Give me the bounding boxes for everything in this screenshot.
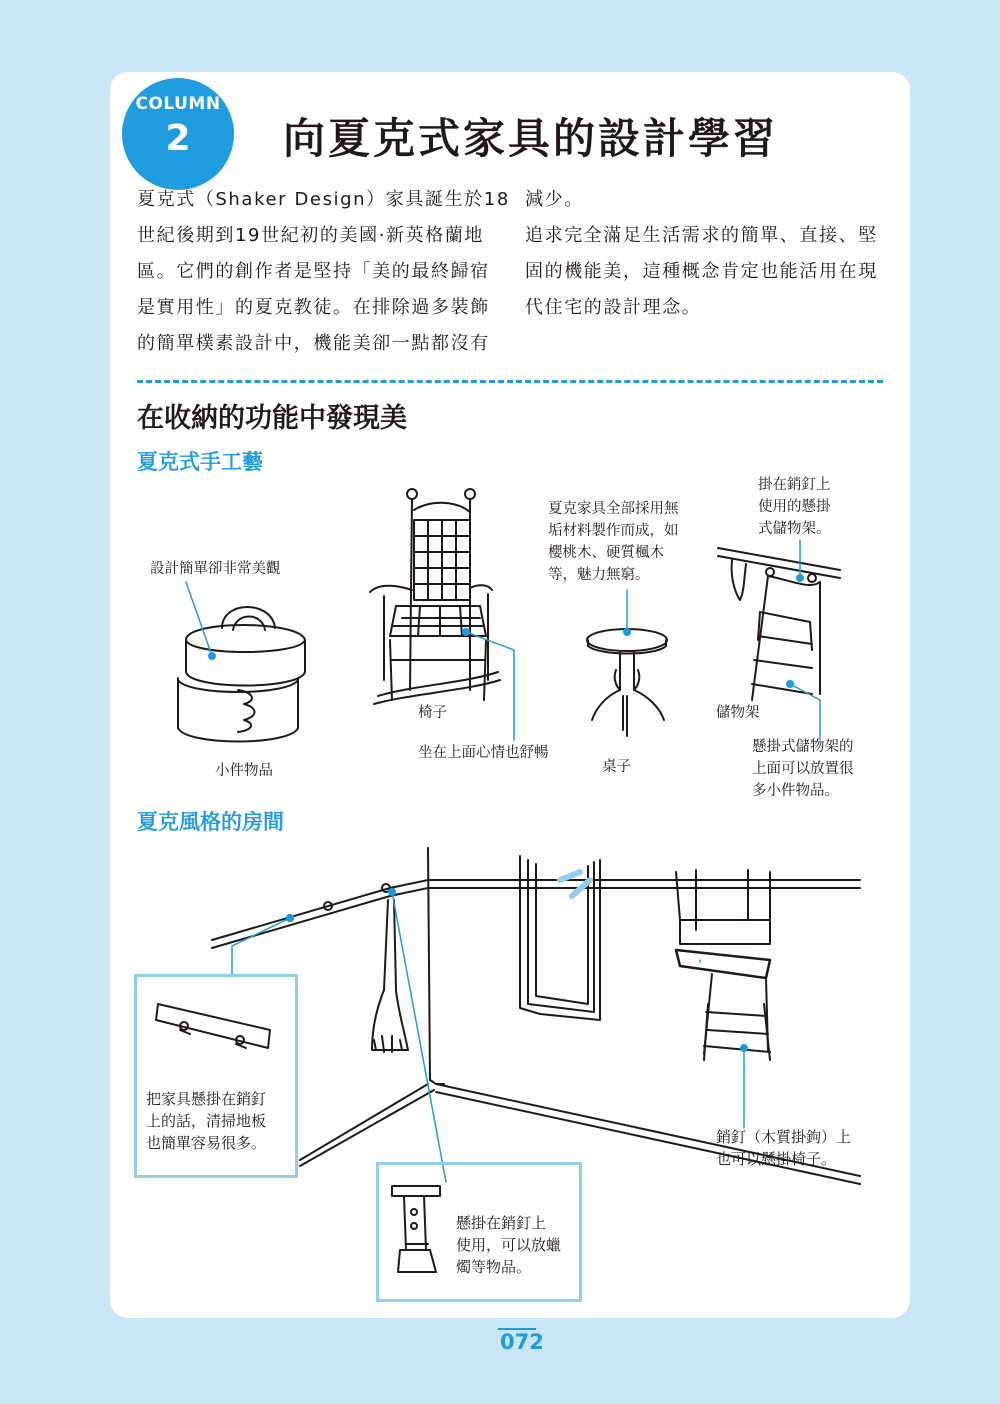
intro-line: 的簡單樸素設計中，機能美卻一點都沒有 [137, 333, 490, 354]
shelf-caption: 儲物架 [716, 705, 760, 721]
table-note-line: 垢材料製作而成，如 [548, 523, 679, 539]
candle-note-line: 燭等物品。 [456, 1258, 532, 1276]
chair-peg-note-line: 銷釘（木質掛鉤）上 [716, 1128, 852, 1146]
chair-peg-note-line: 也可以懸掛椅子。 [716, 1150, 837, 1168]
shaker-box-illustration [178, 607, 305, 742]
shelf-note-2 [752, 736, 854, 802]
shelf-note-line: 掛在銷釘上 [758, 477, 831, 493]
shelf-note [758, 474, 831, 540]
candle-note-line: 懸掛在銷釘上 [456, 1214, 547, 1232]
subheading-room: 夏克風格的房間 [137, 810, 284, 834]
hanging-shelf-illustration [718, 548, 840, 700]
table-note-line: 櫻桃木、硬質楓木 [548, 545, 664, 561]
shelf-note-line: 上面可以放置很 [752, 761, 854, 777]
intro-line: 追求完全滿足生活需求的簡單、直接、堅 [525, 225, 878, 246]
rocking-chair-illustration [370, 489, 500, 704]
chair-peg-note [716, 1126, 851, 1170]
shelf-note-line: 使用的懸掛 [758, 499, 831, 515]
table-note [548, 498, 679, 586]
shelf-note-line: 懸掛式儲物架的 [752, 739, 854, 755]
shelf-note-line: 多小件物品。 [752, 783, 839, 799]
peg-note [146, 1088, 266, 1154]
intro-line: 固的機能美，這種概念肯定也能活用在現 [525, 261, 878, 282]
intro-line: 代住宅的設計理念。 [525, 297, 702, 318]
page-number: 072 [500, 1330, 544, 1354]
peg-note-line: 上的話，清掃地板 [146, 1112, 267, 1130]
intro-line: 是實用性」的夏克教徒。在排除過多裝飾 [137, 297, 490, 318]
table-note-line: 等，魅力無窮。 [548, 567, 650, 583]
table-caption: 桌子 [602, 759, 631, 775]
chair-caption: 椅子 [418, 705, 447, 721]
column-number: 2 [165, 118, 191, 159]
intro-line: 減少。 [525, 189, 584, 210]
table-note-line: 夏克家具全部採用無 [548, 501, 679, 517]
box-caption: 小件物品 [215, 763, 273, 779]
page-title: 向夏克式家具的設計學習 [283, 114, 779, 163]
column-label: COLUMN [135, 94, 221, 114]
candle-note-line: 使用，可以放蠟 [456, 1236, 562, 1254]
pedestal-table-illustration [587, 629, 667, 736]
candle-note [456, 1212, 561, 1278]
shelf-note-line: 式儲物架。 [758, 521, 831, 537]
subheading-crafts: 夏克式手工藝 [137, 450, 263, 474]
box-note: 設計簡單卻非常美觀 [150, 561, 281, 577]
intro-line: 世紀後期到19世紀初的美國·新英格蘭地 [137, 225, 485, 246]
peg-note-line: 把家具懸掛在銷釘 [146, 1090, 267, 1108]
intro-line: 夏克式（Shaker Design）家具誕生於18 [137, 189, 510, 210]
peg-note-line: 也簡單容易很多。 [146, 1134, 267, 1152]
intro-line: 區。它們的創作者是堅持「美的最終歸宿 [137, 261, 490, 282]
section-heading: 在收納的功能中發現美 [137, 403, 407, 434]
chair-note: 坐在上面心情也舒暢 [418, 745, 549, 761]
